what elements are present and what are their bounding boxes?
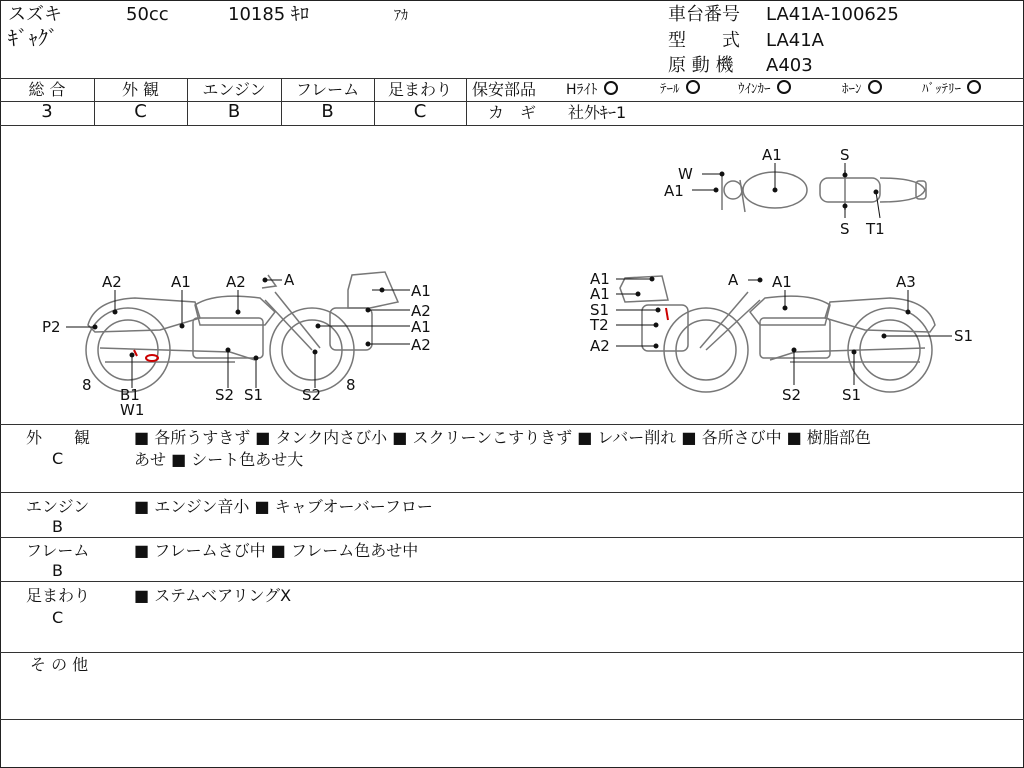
remark-text-exterior-2: あせ ■ シート色あせ大 [134,450,304,469]
right-label-t2: T2 [590,316,609,334]
top-label-w: W [678,165,693,183]
top-label-t1: T1 [866,220,885,238]
maker: スズキ [8,4,62,25]
engine-value: A403 [766,55,813,76]
color: ｱｶ [394,8,408,24]
top-label-a1-tank: A1 [762,146,782,164]
key-label: カ ギ [488,103,537,122]
grade-header-frame: フレーム [295,80,360,99]
remark-text-engine: ■ エンジン音小 ■ キャブオーバーフロー [134,497,433,516]
safety-item-battery: ﾊﾞｯﾃﾘｰ [922,80,981,100]
left-label-w1: W1 [120,401,145,419]
left-label-a2-lower: A2 [411,336,431,354]
right-label-a3-tail: A3 [896,273,916,291]
grade-header-engine: エンジン [202,80,266,99]
top-label-s-bottom: S [840,220,850,238]
remark-text-frame: ■ フレームさび中 ■ フレーム色あせ中 [134,541,419,560]
remark-label-exterior: 外 観 [26,428,91,447]
grade-value-frame: B [321,101,334,122]
left-label-8-front: 8 [346,376,356,394]
type-label: 型 式 [668,30,740,51]
right-view-motorcycle [620,276,935,392]
remark-grade-frame: B [52,561,63,580]
remark-grade-engine: B [52,517,63,536]
remark-text-exterior-1: ■ 各所うすきず ■ タンク内さび小 ■ スクリーンこすりきず ■ レバー削れ ■ 各所さび中 ■ 樹脂部色 [134,428,871,447]
grade-value-exterior: C [134,101,147,122]
top-label-s-top: S [840,146,850,164]
left-label-a1-fork: A1 [411,318,431,336]
left-label-8-rear: 8 [82,376,92,394]
right-label-a1-cowl: A1 [590,285,610,303]
divider [0,719,1024,720]
right-label-a1-tank: A1 [772,273,792,291]
divider [0,492,1024,493]
grade-header-overall: 総 合 [28,80,66,99]
model-name: ｷﾞｬｸﾞ [8,26,58,50]
displacement: 50cc [126,4,169,25]
right-label-a1-screen: A1 [590,270,610,288]
divider [0,537,1024,538]
left-label-a2-tank: A2 [226,273,246,291]
left-label-a2-cowl: A2 [411,302,431,320]
top-view-motorcycle [722,170,926,212]
grade-value-suspension: C [413,101,427,122]
remark-text-suspension: ■ ステムベアリングX [134,586,292,605]
left-label-b1: B1 [120,386,140,404]
safety-item-headlight: Hﾗｲﾄ [566,80,618,100]
left-label-p2: P2 [42,318,61,336]
diagram-labels [42,146,973,419]
remark-grade-suspension: C [52,608,64,627]
remark-label-suspension: 足まわり [26,586,91,605]
left-label-s2-engine: S2 [215,386,235,404]
left-label-a-lever: A [284,271,295,289]
frame-no-label: 車台番号 [668,4,740,25]
right-label-s1-cowl: S1 [590,301,610,319]
frame-no: LA41A-100625 [766,4,899,25]
left-label-a1-screen: A1 [411,282,431,300]
mileage: 10185 ｷﾛ [228,4,309,25]
safety-item-winker: ｳｲﾝｶｰ [738,80,791,100]
remark-grade-exterior: C [52,449,64,468]
top-label-a1-left: A1 [664,182,684,200]
remark-label-other: そ の 他 [30,655,89,674]
right-label-s1-exhaust: S1 [842,386,862,404]
divider [0,652,1024,653]
left-label-s1-engine: S1 [244,386,264,404]
grade-header-exterior: 外 観 [121,80,160,99]
engine-label: 原 動 機 [668,55,734,76]
right-label-s1-muffler: S1 [954,327,974,345]
left-label-a1-frame: A1 [171,273,191,291]
remark-label-engine: エンジン [26,497,90,516]
damage-markers [66,163,952,388]
safety-item-tail: ﾃｰﾙ [660,80,700,100]
safety-label: 保安部品 [472,80,537,99]
key-value: 社外ｷｰ1 [568,103,627,122]
divider [0,581,1024,582]
red-damage-marks [134,308,668,361]
grade-value-engine: B [227,101,241,122]
right-label-a2-lower: A2 [590,337,610,355]
left-label-a2-seat: A2 [102,273,122,291]
grade-header-suspension: 足まわり [387,80,452,99]
left-label-s2-front: S2 [302,386,322,404]
type-value: LA41A [766,30,824,51]
safety-item-horn: ﾎｰﾝ [842,80,882,100]
grade-value-overall: 3 [41,101,53,122]
right-label-s2-engine: S2 [782,386,802,404]
right-label-a-lever: A [728,271,739,289]
remark-label-frame: フレーム [26,541,90,560]
